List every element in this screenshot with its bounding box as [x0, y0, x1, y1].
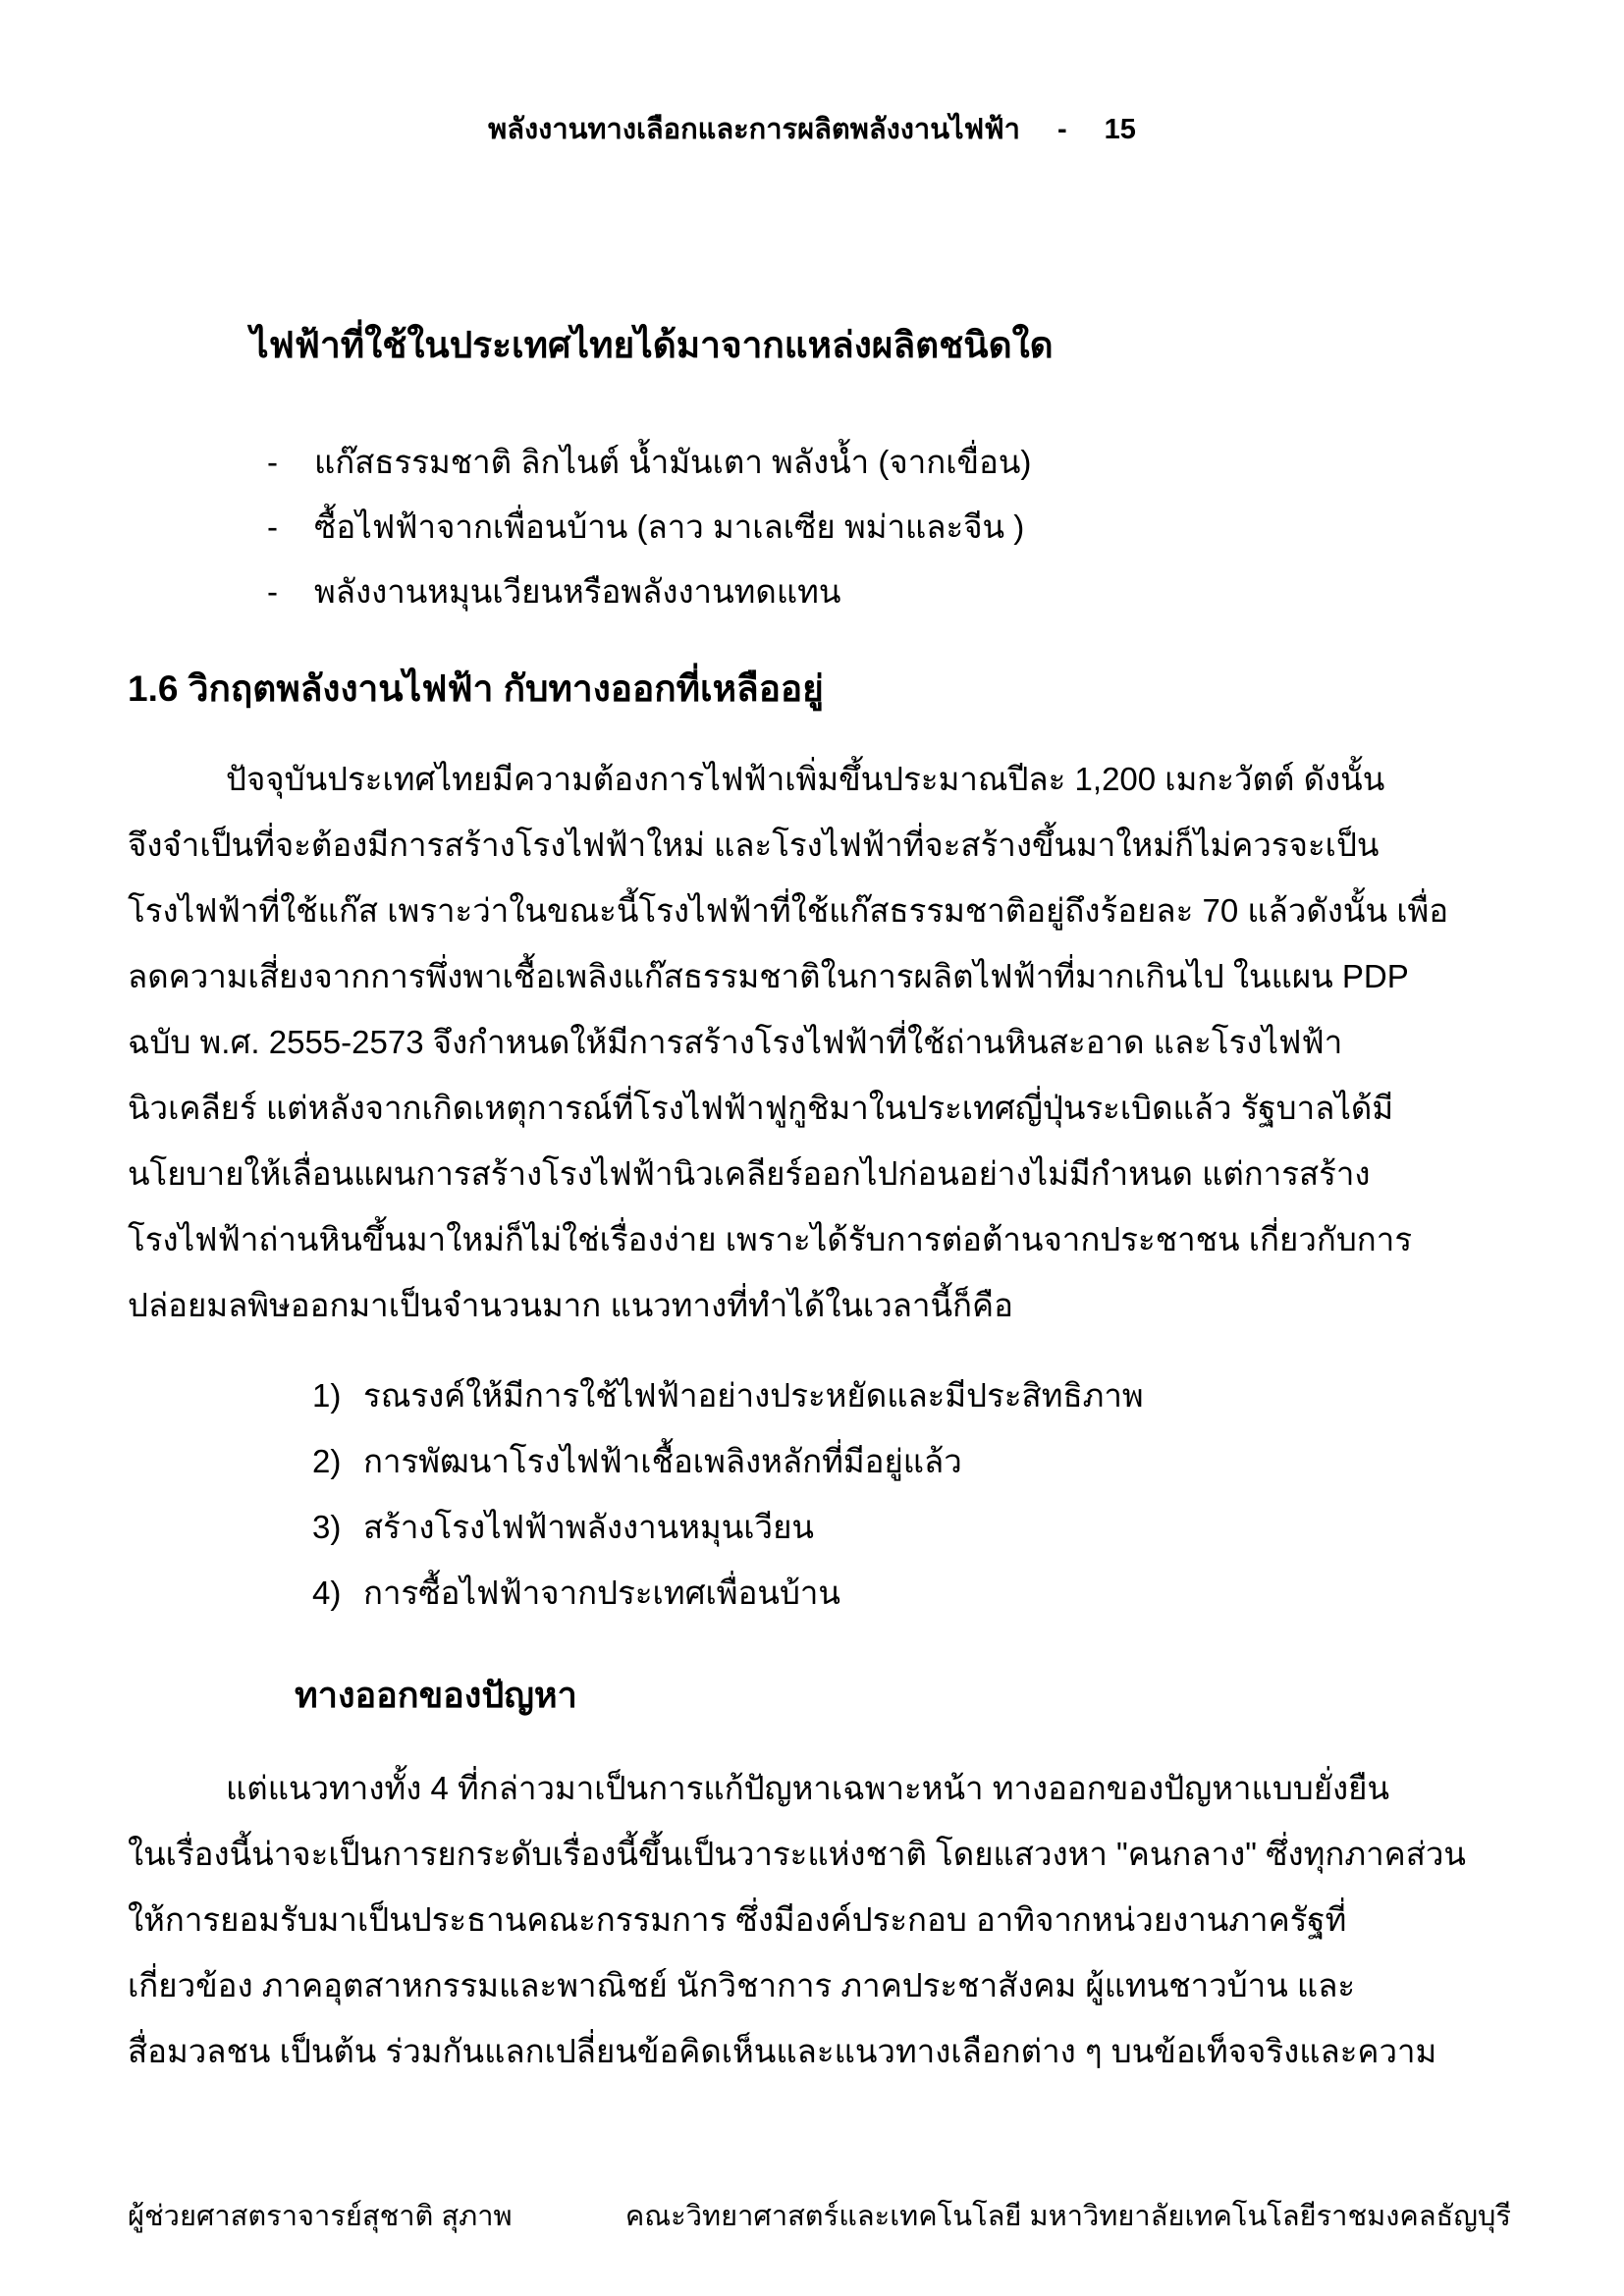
bullet-marker: -: [267, 573, 278, 610]
paragraph-line: ลดความเสี่ยงจากการพึ่งพาเชื้อเพลิงแก๊สธรรมชาติในการผลิตไฟฟ้าที่มากเกินไป ในแผน PDP: [128, 958, 1409, 994]
numbered-list: [312, 1362, 1144, 1626]
bullet-list: [267, 430, 1031, 624]
paragraph-line: แต่แนวทางทั้ง 4 ที่กล่าวมาเป็นการแก้ปัญหาเฉพาะหน้า ทางออกของปัญหาแบบยั่งยืน: [226, 1770, 1390, 1806]
item-number: 4): [312, 1575, 342, 1611]
question-title: ไฟฟ้าที่ใช้ในประเทศไทยได้มาจากแหล่งผลิตชนิดใด: [250, 325, 1054, 365]
paragraph-line: จึงจำเป็นที่จะต้องมีการสร้างโรงไฟฟ้าใหม่ และโรงไฟฟ้าที่จะสร้างขึ้นมาใหม่ก็ไม่ควรจะเป็น: [128, 827, 1380, 863]
list-item: [267, 495, 1031, 560]
page-footer: [128, 2193, 1511, 2238]
bullet-text: แก๊สธรรมชาติ ลิกไนต์ น้ำมันเตา พลังน้ำ (จากเขื่อน): [314, 444, 1032, 480]
bullet-marker: -: [267, 508, 278, 545]
paragraph-line: โรงไฟฟ้าถ่านหินขึ้นมาใหม่ก็ไม่ใช่เรื่องง่าย เพราะได้รับการต่อต้านจากประชาชน เกี่ยวกับการ: [128, 1221, 1413, 1257]
list-item: [312, 1428, 1144, 1494]
page-number: 15: [1104, 114, 1136, 145]
paragraph-line: ให้การยอมรับมาเป็นประธานคณะกรรมการ ซึ่งมีองค์ประกอบ อาทิจากหน่วยงานภาครัฐที่: [128, 1901, 1347, 1938]
paragraph-line: ในเรื่องนี้น่าจะเป็นการยกระดับเรื่องนี้ขึ้นเป็นวาระแห่งชาติ โดยแสวงหา "คนกลาง" ซึ่งทุกภาคส่วน: [128, 1836, 1466, 1872]
item-number: 2): [312, 1443, 342, 1479]
list-item: [267, 560, 1031, 624]
sub-heading: ทางออกของปัญหา: [295, 1675, 577, 1715]
bullet-text: ซื้อไฟฟ้าจากเพื่อนบ้าน (ลาว มาเลเซีย พม่าและจีน ): [314, 508, 1025, 545]
paragraph-line: นิวเคลียร์ แต่หลังจากเกิดเหตุการณ์ที่โรงไฟฟ้าฟูกูชิมาในประเทศญี่ปุ่นระเบิดแล้ว รัฐบาลได้มี: [128, 1090, 1394, 1126]
bullet-text: พลังงานหมุนเวียนหรือพลังงานทดแทน: [314, 573, 841, 610]
list-item: [267, 430, 1031, 495]
bullet-marker: -: [267, 444, 278, 480]
paragraph-2: [128, 1755, 1485, 2084]
paragraph-line: ปล่อยมลพิษออกมาเป็นจำนวนมาก แนวทางที่ทำได้ในเวลานี้ก็คือ: [128, 1287, 1013, 1323]
list-item: [312, 1560, 1144, 1626]
paragraph-line: โรงไฟฟ้าที่ใช้แก๊ส เพราะว่าในขณะนี้โรงไฟฟ้าที่ใช้แก๊สธรรมชาติอยู่ถึงร้อยละ 70 แล้วดังนั้น เพื่อ: [128, 892, 1449, 929]
item-number: 1): [312, 1377, 342, 1414]
list-item: [312, 1362, 1144, 1428]
item-text: การพัฒนาโรงไฟฟ้าเชื้อเพลิงหลักที่มีอยู่แล้ว: [363, 1443, 962, 1479]
item-text: การซื้อไฟฟ้าจากประเทศเพื่อนบ้าน: [363, 1575, 840, 1611]
paragraph-line: ปัจจุบันประเทศไทยมีความต้องการไฟฟ้าเพิ่มขึ้นประมาณปีละ 1,200 เมกะวัตต์ ดังนั้น: [226, 761, 1385, 797]
paragraph-line: นโยบายให้เลื่อนแผนการสร้างโรงไฟฟ้านิวเคลียร์ออกไปก่อนอย่างไม่มีกำหนด แต่การสร้าง: [128, 1155, 1371, 1192]
paragraph-line: สื่อมวลชน เป็นต้น ร่วมกันแลกเปลี่ยนข้อคิดเห็นและแนวทางเลือกต่าง ๆ บนข้อเท็จจริงและความ: [128, 2033, 1437, 2069]
footer-author: ผู้ช่วยศาสตราจารย์สุชาติ สุภาพ: [128, 2201, 513, 2232]
list-item: [312, 1494, 1144, 1560]
footer-affiliation: คณะวิทยาศาสตร์และเทคโนโลยี มหาวิทยาลัยเทคโนโลยีราชมงคลธัญบุรี: [624, 2201, 1511, 2232]
item-text: สร้างโรงไฟฟ้าพลังงานหมุนเวียน: [363, 1509, 814, 1545]
running-title: พลังงานทางเลือกและการผลิตพลังงานไฟฟ้า: [488, 114, 1020, 145]
paragraph-line: ฉบับ พ.ศ. 2555-2573 จึงกำหนดให้มีการสร้างโรงไฟฟ้าที่ใช้ถ่านหินสะอาด และโรงไฟฟ้า: [128, 1024, 1343, 1060]
page-header: [0, 106, 1624, 151]
paragraph-1: [128, 746, 1485, 1338]
paragraph-line: เกี่ยวข้อง ภาคอุตสาหกรรมและพาณิชย์ นักวิชาการ ภาคประชาสังคม ผู้แทนชาวบ้าน และ: [128, 1967, 1356, 2003]
item-text: รณรงค์ให้มีการใช้ไฟฟ้าอย่างประหยัดและมีประสิทธิภาพ: [363, 1377, 1144, 1414]
header-separator: -: [1056, 114, 1067, 145]
item-number: 3): [312, 1509, 342, 1545]
section-heading: 1.6 วิกฤตพลังงานไฟฟ้า กับทางออกที่เหลืออยู่: [128, 668, 824, 709]
